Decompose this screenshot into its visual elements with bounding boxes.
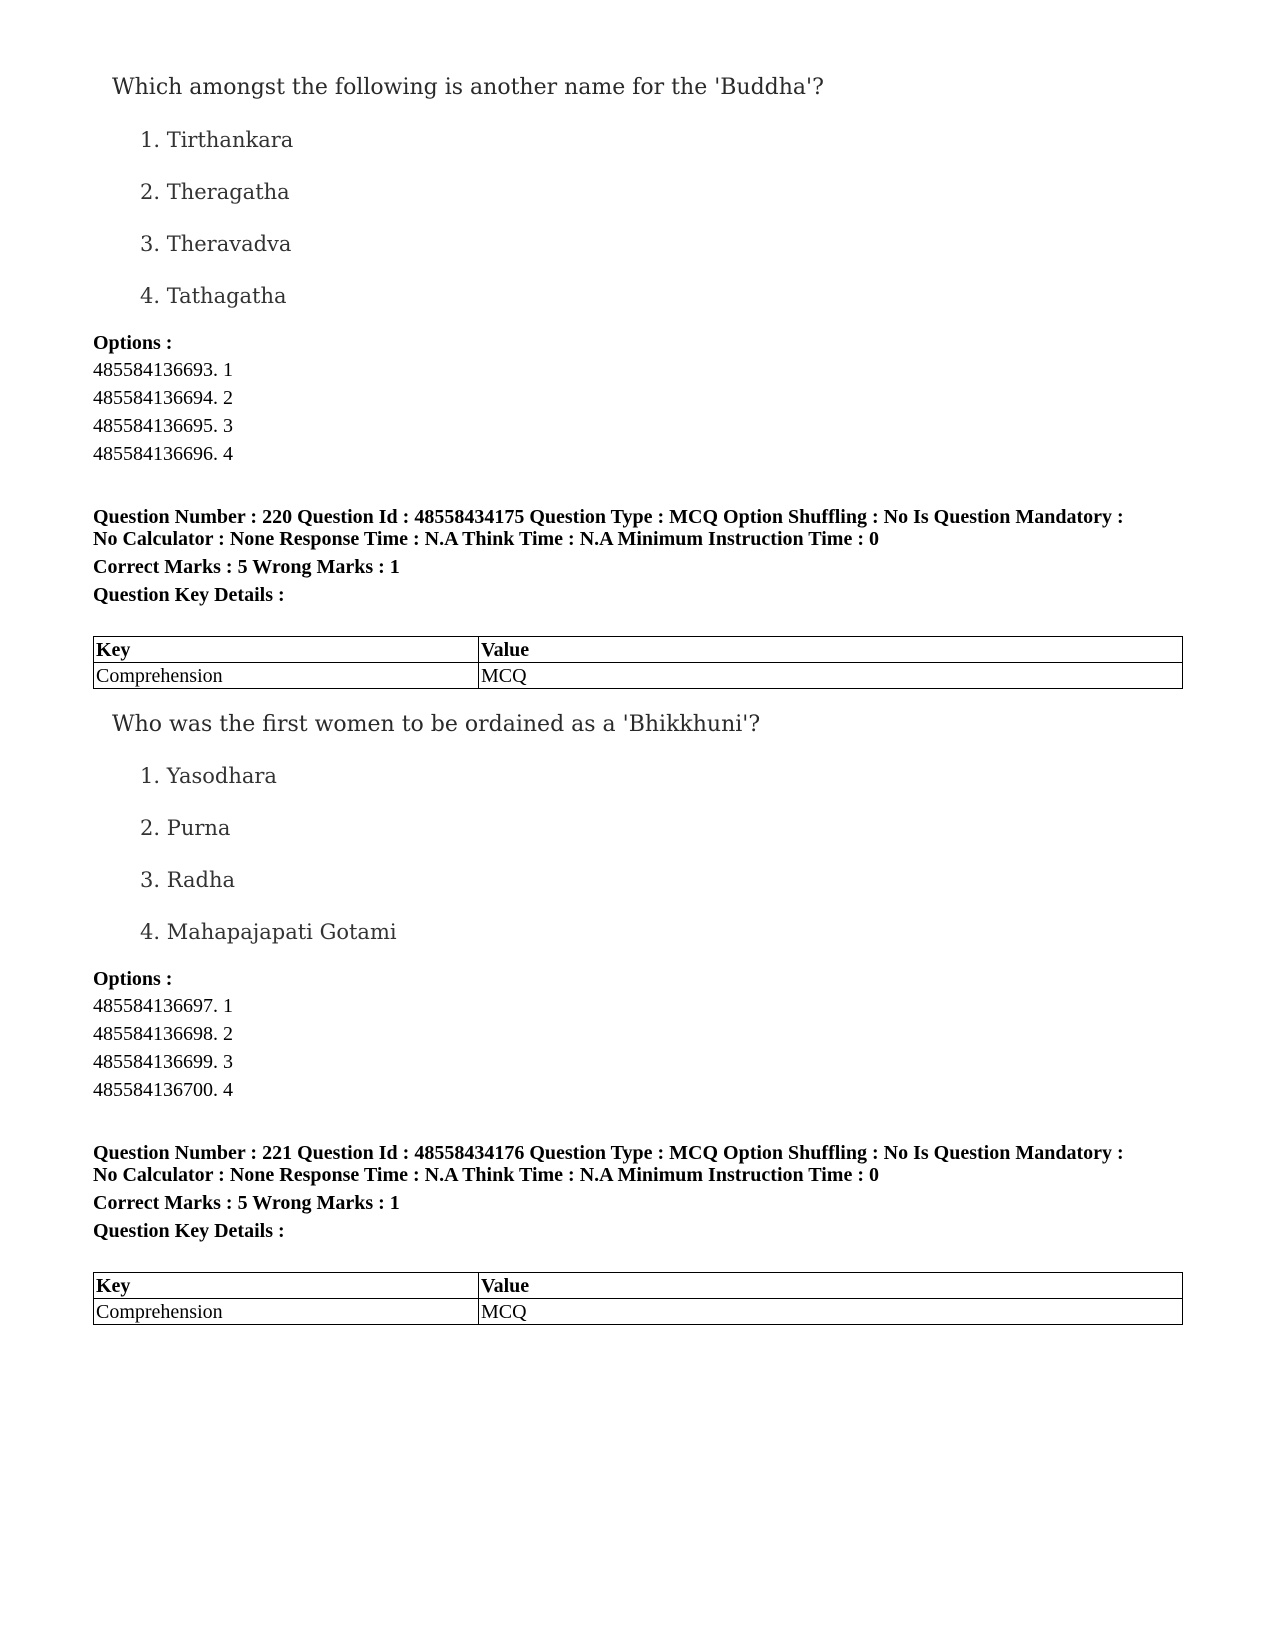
marks-line: Correct Marks : 5 Wrong Marks : 1 bbox=[93, 556, 400, 578]
option-id: 485584136698. 2 bbox=[93, 1023, 233, 1045]
table-cell: Comprehension bbox=[94, 663, 479, 689]
question-meta-line: Question Number : 220 Question Id : 48558434175 Question Type : MCQ Option Shuffling : No Is Question Mandatory : bbox=[93, 506, 1124, 528]
table-header-cell: Key bbox=[94, 637, 479, 663]
key-details-label: Question Key Details : bbox=[93, 1220, 285, 1242]
choice-item: 4. Mahapajapati Gotami bbox=[140, 920, 397, 944]
option-id: 485584136700. 4 bbox=[93, 1079, 233, 1101]
question-meta-line: Question Number : 221 Question Id : 48558434176 Question Type : MCQ Option Shuffling : No Is Question Mandatory : bbox=[93, 1142, 1124, 1164]
choice-item: 3. Radha bbox=[140, 868, 236, 892]
table-header-cell: Key bbox=[94, 1273, 479, 1299]
choice-item: 2. Theragatha bbox=[140, 180, 290, 204]
key-table bbox=[93, 636, 1183, 689]
question-meta-line: No Calculator : None Response Time : N.A Think Time : N.A Minimum Instruction Time : 0 bbox=[93, 1164, 879, 1186]
question-text: Who was the first women to be ordained as a 'Bhikkhuni'? bbox=[112, 712, 761, 737]
choice-item: 2. Purna bbox=[140, 816, 231, 840]
table-cell: MCQ bbox=[479, 663, 1183, 689]
options-label: Options : bbox=[93, 968, 173, 990]
choice-item: 1. Tirthankara bbox=[140, 128, 294, 152]
table-cell: Comprehension bbox=[94, 1299, 479, 1325]
choice-item: 4. Tathagatha bbox=[140, 284, 287, 308]
table-row bbox=[94, 1299, 1183, 1325]
option-id: 485584136695. 3 bbox=[93, 415, 233, 437]
option-id: 485584136693. 1 bbox=[93, 359, 233, 381]
options-label: Options : bbox=[93, 332, 173, 354]
question-text: Which amongst the following is another name for the 'Buddha'? bbox=[112, 75, 824, 100]
table-header-cell: Value bbox=[479, 637, 1183, 663]
table-row bbox=[94, 663, 1183, 689]
key-table bbox=[93, 1272, 1183, 1325]
option-id: 485584136697. 1 bbox=[93, 995, 233, 1017]
question-meta-line: No Calculator : None Response Time : N.A Think Time : N.A Minimum Instruction Time : 0 bbox=[93, 528, 879, 550]
table-header-row bbox=[94, 1273, 1183, 1299]
marks-line: Correct Marks : 5 Wrong Marks : 1 bbox=[93, 1192, 400, 1214]
choice-item: 1. Yasodhara bbox=[140, 764, 277, 788]
key-details-label: Question Key Details : bbox=[93, 584, 285, 606]
choice-item: 3. Theravadva bbox=[140, 232, 292, 256]
table-header-row bbox=[94, 637, 1183, 663]
option-id: 485584136696. 4 bbox=[93, 443, 233, 465]
table-header-cell: Value bbox=[479, 1273, 1183, 1299]
option-id: 485584136694. 2 bbox=[93, 387, 233, 409]
option-id: 485584136699. 3 bbox=[93, 1051, 233, 1073]
table-cell: MCQ bbox=[479, 1299, 1183, 1325]
